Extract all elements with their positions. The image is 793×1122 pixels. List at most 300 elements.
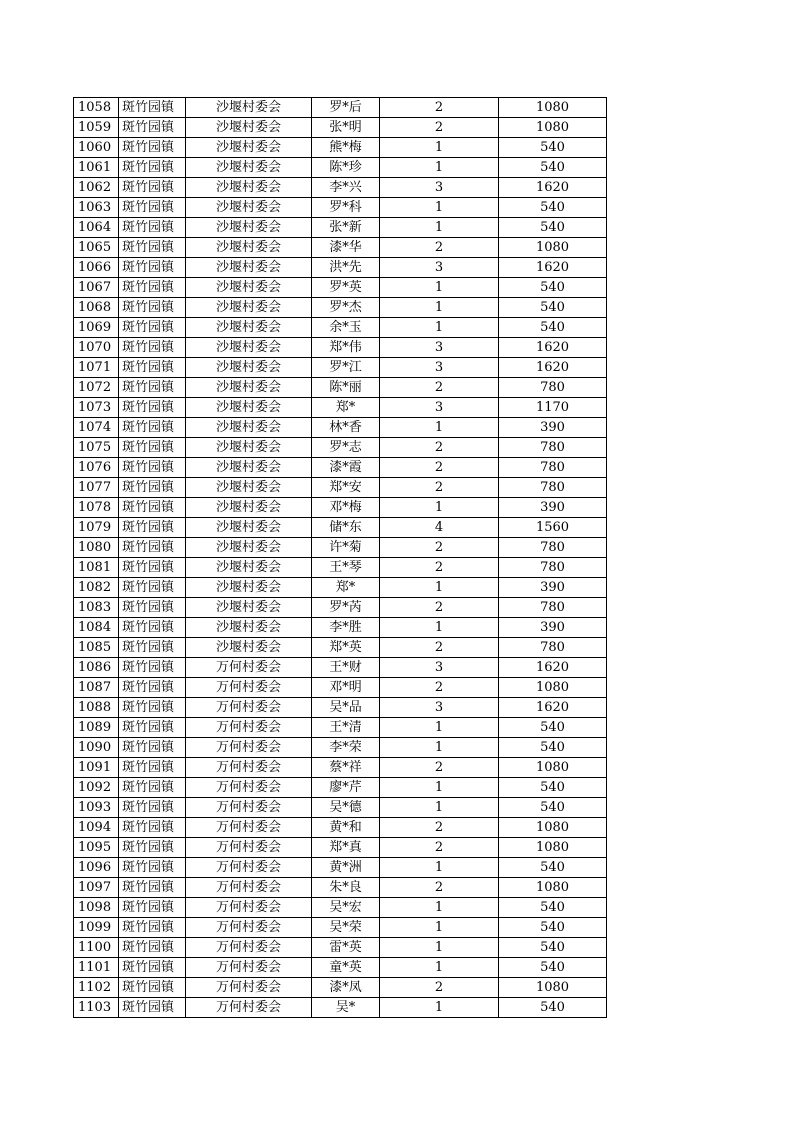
table-row: [74, 518, 607, 538]
amount-cell: 540: [499, 918, 607, 938]
name-cell: 漆*凤: [312, 978, 380, 998]
village-committee-cell: 沙堰村委会: [186, 618, 312, 638]
village-committee-cell: 万何村委会: [186, 978, 312, 998]
name-cell: 邓*梅: [312, 498, 380, 518]
town-cell: 斑竹园镇: [119, 738, 186, 758]
town-cell: 斑竹园镇: [119, 98, 186, 118]
count-cell: 2: [380, 478, 499, 498]
name-cell: 储*东: [312, 518, 380, 538]
village-committee-cell: 沙堰村委会: [186, 218, 312, 238]
town-cell: 斑竹园镇: [119, 818, 186, 838]
table-row: [74, 558, 607, 578]
row-number-cell: 1065: [74, 238, 119, 258]
name-cell: 王*琴: [312, 558, 380, 578]
row-number-cell: 1063: [74, 198, 119, 218]
row-number-cell: 1060: [74, 138, 119, 158]
table-row: [74, 658, 607, 678]
name-cell: 吴*宏: [312, 898, 380, 918]
row-number-cell: 1070: [74, 338, 119, 358]
amount-cell: 540: [499, 738, 607, 758]
amount-cell: 540: [499, 778, 607, 798]
table-row: [74, 358, 607, 378]
row-number-cell: 1103: [74, 998, 119, 1018]
village-committee-cell: 沙堰村委会: [186, 558, 312, 578]
table-row: [74, 138, 607, 158]
town-cell: 斑竹园镇: [119, 698, 186, 718]
town-cell: 斑竹园镇: [119, 458, 186, 478]
amount-cell: 1620: [499, 358, 607, 378]
count-cell: 2: [380, 678, 499, 698]
village-committee-cell: 沙堰村委会: [186, 98, 312, 118]
name-cell: 黄*洲: [312, 858, 380, 878]
count-cell: 2: [380, 238, 499, 258]
name-cell: 吴*荣: [312, 918, 380, 938]
table-body: [74, 98, 607, 1018]
village-committee-cell: 沙堰村委会: [186, 638, 312, 658]
amount-cell: 540: [499, 998, 607, 1018]
row-number-cell: 1069: [74, 318, 119, 338]
table-row: [74, 998, 607, 1018]
village-committee-cell: 沙堰村委会: [186, 278, 312, 298]
table-row: [74, 218, 607, 238]
count-cell: 1: [380, 278, 499, 298]
village-committee-cell: 万何村委会: [186, 778, 312, 798]
name-cell: 郑*安: [312, 478, 380, 498]
amount-cell: 1620: [499, 698, 607, 718]
amount-cell: 1560: [499, 518, 607, 538]
row-number-cell: 1102: [74, 978, 119, 998]
table-row: [74, 778, 607, 798]
table-row: [74, 398, 607, 418]
village-committee-cell: 万何村委会: [186, 938, 312, 958]
count-cell: 3: [380, 658, 499, 678]
count-cell: 2: [380, 978, 499, 998]
town-cell: 斑竹园镇: [119, 278, 186, 298]
row-number-cell: 1089: [74, 718, 119, 738]
row-number-cell: 1100: [74, 938, 119, 958]
town-cell: 斑竹园镇: [119, 498, 186, 518]
name-cell: 罗*志: [312, 438, 380, 458]
amount-cell: 780: [499, 638, 607, 658]
row-number-cell: 1058: [74, 98, 119, 118]
count-cell: 3: [380, 398, 499, 418]
row-number-cell: 1078: [74, 498, 119, 518]
name-cell: 蔡*祥: [312, 758, 380, 778]
table-row: [74, 298, 607, 318]
name-cell: 李*胜: [312, 618, 380, 638]
amount-cell: 540: [499, 898, 607, 918]
village-committee-cell: 万何村委会: [186, 878, 312, 898]
row-number-cell: 1074: [74, 418, 119, 438]
name-cell: 朱*良: [312, 878, 380, 898]
row-number-cell: 1061: [74, 158, 119, 178]
row-number-cell: 1093: [74, 798, 119, 818]
village-committee-cell: 沙堰村委会: [186, 578, 312, 598]
row-number-cell: 1083: [74, 598, 119, 618]
village-committee-cell: 沙堰村委会: [186, 358, 312, 378]
amount-cell: 1620: [499, 658, 607, 678]
count-cell: 2: [380, 638, 499, 658]
town-cell: 斑竹园镇: [119, 998, 186, 1018]
count-cell: 1: [380, 938, 499, 958]
town-cell: 斑竹园镇: [119, 778, 186, 798]
table-row: [74, 838, 607, 858]
table-row: [74, 718, 607, 738]
name-cell: 林*香: [312, 418, 380, 438]
town-cell: 斑竹园镇: [119, 398, 186, 418]
row-number-cell: 1084: [74, 618, 119, 638]
count-cell: 4: [380, 518, 499, 538]
town-cell: 斑竹园镇: [119, 658, 186, 678]
town-cell: 斑竹园镇: [119, 198, 186, 218]
name-cell: 李*荣: [312, 738, 380, 758]
town-cell: 斑竹园镇: [119, 718, 186, 738]
village-committee-cell: 沙堰村委会: [186, 418, 312, 438]
name-cell: 邓*明: [312, 678, 380, 698]
amount-cell: 780: [499, 558, 607, 578]
row-number-cell: 1075: [74, 438, 119, 458]
table-row: [74, 858, 607, 878]
table-row: [74, 498, 607, 518]
row-number-cell: 1082: [74, 578, 119, 598]
amount-cell: 1080: [499, 98, 607, 118]
amount-cell: 540: [499, 298, 607, 318]
row-number-cell: 1071: [74, 358, 119, 378]
count-cell: 3: [380, 338, 499, 358]
name-cell: 李*兴: [312, 178, 380, 198]
town-cell: 斑竹园镇: [119, 378, 186, 398]
name-cell: 张*新: [312, 218, 380, 238]
village-committee-cell: 沙堰村委会: [186, 258, 312, 278]
name-cell: 罗*科: [312, 198, 380, 218]
count-cell: 1: [380, 918, 499, 938]
village-committee-cell: 万何村委会: [186, 918, 312, 938]
town-cell: 斑竹园镇: [119, 218, 186, 238]
count-cell: 1: [380, 898, 499, 918]
village-committee-cell: 沙堰村委会: [186, 598, 312, 618]
count-cell: 1: [380, 298, 499, 318]
row-number-cell: 1099: [74, 918, 119, 938]
amount-cell: 1080: [499, 758, 607, 778]
town-cell: 斑竹园镇: [119, 178, 186, 198]
count-cell: 1: [380, 738, 499, 758]
town-cell: 斑竹园镇: [119, 978, 186, 998]
amount-cell: 780: [499, 458, 607, 478]
village-committee-cell: 沙堰村委会: [186, 378, 312, 398]
name-cell: 罗*后: [312, 98, 380, 118]
row-number-cell: 1077: [74, 478, 119, 498]
table-row: [74, 978, 607, 998]
count-cell: 2: [380, 878, 499, 898]
amount-cell: 390: [499, 578, 607, 598]
row-number-cell: 1076: [74, 458, 119, 478]
name-cell: 郑*真: [312, 838, 380, 858]
row-number-cell: 1095: [74, 838, 119, 858]
table-row: [74, 178, 607, 198]
village-committee-cell: 沙堰村委会: [186, 158, 312, 178]
table-row: [74, 818, 607, 838]
name-cell: 吴*德: [312, 798, 380, 818]
row-number-cell: 1088: [74, 698, 119, 718]
village-committee-cell: 万何村委会: [186, 838, 312, 858]
amount-cell: 540: [499, 318, 607, 338]
count-cell: 2: [380, 118, 499, 138]
amount-cell: 1080: [499, 678, 607, 698]
name-cell: 熊*梅: [312, 138, 380, 158]
name-cell: 张*明: [312, 118, 380, 138]
row-number-cell: 1068: [74, 298, 119, 318]
table-row: [74, 738, 607, 758]
row-number-cell: 1067: [74, 278, 119, 298]
row-number-cell: 1090: [74, 738, 119, 758]
name-cell: 郑*伟: [312, 338, 380, 358]
count-cell: 1: [380, 498, 499, 518]
amount-cell: 390: [499, 618, 607, 638]
count-cell: 2: [380, 598, 499, 618]
name-cell: 童*英: [312, 958, 380, 978]
count-cell: 2: [380, 378, 499, 398]
amount-cell: 780: [499, 438, 607, 458]
count-cell: 1: [380, 858, 499, 878]
count-cell: 1: [380, 578, 499, 598]
village-committee-cell: 万何村委会: [186, 698, 312, 718]
table-row: [74, 938, 607, 958]
table-row: [74, 438, 607, 458]
amount-cell: 540: [499, 158, 607, 178]
town-cell: 斑竹园镇: [119, 558, 186, 578]
name-cell: 罗*杰: [312, 298, 380, 318]
row-number-cell: 1096: [74, 858, 119, 878]
count-cell: 1: [380, 998, 499, 1018]
town-cell: 斑竹园镇: [119, 338, 186, 358]
count-cell: 1: [380, 958, 499, 978]
count-cell: 3: [380, 358, 499, 378]
table-row: [74, 698, 607, 718]
village-committee-cell: 沙堰村委会: [186, 238, 312, 258]
village-committee-cell: 万何村委会: [186, 898, 312, 918]
town-cell: 斑竹园镇: [119, 158, 186, 178]
amount-cell: 540: [499, 938, 607, 958]
amount-cell: 780: [499, 378, 607, 398]
row-number-cell: 1081: [74, 558, 119, 578]
town-cell: 斑竹园镇: [119, 298, 186, 318]
town-cell: 斑竹园镇: [119, 578, 186, 598]
count-cell: 3: [380, 698, 499, 718]
village-committee-cell: 万何村委会: [186, 658, 312, 678]
amount-cell: 780: [499, 598, 607, 618]
village-committee-cell: 沙堰村委会: [186, 178, 312, 198]
town-cell: 斑竹园镇: [119, 118, 186, 138]
row-number-cell: 1085: [74, 638, 119, 658]
village-committee-cell: 万何村委会: [186, 818, 312, 838]
table-row: [74, 458, 607, 478]
table-row: [74, 798, 607, 818]
table-row: [74, 578, 607, 598]
count-cell: 1: [380, 138, 499, 158]
name-cell: 吴*: [312, 998, 380, 1018]
table-row: [74, 918, 607, 938]
table-row: [74, 198, 607, 218]
village-committee-cell: 万何村委会: [186, 998, 312, 1018]
village-committee-cell: 沙堰村委会: [186, 118, 312, 138]
table-row: [74, 238, 607, 258]
row-number-cell: 1098: [74, 898, 119, 918]
table-row: [74, 758, 607, 778]
town-cell: 斑竹园镇: [119, 418, 186, 438]
count-cell: 1: [380, 158, 499, 178]
village-committee-cell: 沙堰村委会: [186, 458, 312, 478]
row-number-cell: 1072: [74, 378, 119, 398]
village-committee-cell: 万何村委会: [186, 758, 312, 778]
count-cell: 2: [380, 458, 499, 478]
row-number-cell: 1066: [74, 258, 119, 278]
table-row: [74, 958, 607, 978]
amount-cell: 390: [499, 498, 607, 518]
village-committee-cell: 万何村委会: [186, 738, 312, 758]
count-cell: 1: [380, 798, 499, 818]
amount-cell: 540: [499, 198, 607, 218]
town-cell: 斑竹园镇: [119, 758, 186, 778]
town-cell: 斑竹园镇: [119, 638, 186, 658]
village-committee-cell: 沙堰村委会: [186, 478, 312, 498]
amount-cell: 1620: [499, 258, 607, 278]
town-cell: 斑竹园镇: [119, 918, 186, 938]
table-row: [74, 638, 607, 658]
name-cell: 王*财: [312, 658, 380, 678]
amount-cell: 540: [499, 138, 607, 158]
amount-cell: 1080: [499, 238, 607, 258]
count-cell: 1: [380, 198, 499, 218]
name-cell: 雷*英: [312, 938, 380, 958]
town-cell: 斑竹园镇: [119, 618, 186, 638]
amount-cell: 540: [499, 798, 607, 818]
row-number-cell: 1091: [74, 758, 119, 778]
row-number-cell: 1101: [74, 958, 119, 978]
town-cell: 斑竹园镇: [119, 318, 186, 338]
table-row: [74, 418, 607, 438]
village-committee-cell: 万何村委会: [186, 958, 312, 978]
amount-cell: 540: [499, 718, 607, 738]
table-row: [74, 118, 607, 138]
table-row: [74, 678, 607, 698]
count-cell: 2: [380, 838, 499, 858]
count-cell: 2: [380, 538, 499, 558]
count-cell: 2: [380, 818, 499, 838]
town-cell: 斑竹园镇: [119, 598, 186, 618]
name-cell: 许*菊: [312, 538, 380, 558]
village-committee-cell: 沙堰村委会: [186, 138, 312, 158]
town-cell: 斑竹园镇: [119, 138, 186, 158]
count-cell: 2: [380, 758, 499, 778]
name-cell: 罗*英: [312, 278, 380, 298]
row-number-cell: 1062: [74, 178, 119, 198]
table-row: [74, 898, 607, 918]
town-cell: 斑竹园镇: [119, 858, 186, 878]
table-row: [74, 538, 607, 558]
village-committee-cell: 万何村委会: [186, 798, 312, 818]
table-row: [74, 98, 607, 118]
count-cell: 2: [380, 98, 499, 118]
table-row: [74, 258, 607, 278]
town-cell: 斑竹园镇: [119, 958, 186, 978]
amount-cell: 540: [499, 858, 607, 878]
village-committee-cell: 万何村委会: [186, 718, 312, 738]
row-number-cell: 1097: [74, 878, 119, 898]
town-cell: 斑竹园镇: [119, 258, 186, 278]
name-cell: 罗*芮: [312, 598, 380, 618]
town-cell: 斑竹园镇: [119, 898, 186, 918]
amount-cell: 1080: [499, 878, 607, 898]
amount-cell: 780: [499, 478, 607, 498]
village-committee-cell: 沙堰村委会: [186, 198, 312, 218]
town-cell: 斑竹园镇: [119, 878, 186, 898]
amount-cell: 780: [499, 538, 607, 558]
table-row: [74, 378, 607, 398]
town-cell: 斑竹园镇: [119, 438, 186, 458]
name-cell: 洪*先: [312, 258, 380, 278]
row-number-cell: 1094: [74, 818, 119, 838]
table-row: [74, 318, 607, 338]
table-row: [74, 278, 607, 298]
town-cell: 斑竹园镇: [119, 538, 186, 558]
row-number-cell: 1079: [74, 518, 119, 538]
count-cell: 2: [380, 438, 499, 458]
town-cell: 斑竹园镇: [119, 358, 186, 378]
name-cell: 郑*: [312, 398, 380, 418]
amount-cell: 1170: [499, 398, 607, 418]
name-cell: 余*玉: [312, 318, 380, 338]
table-row: [74, 618, 607, 638]
village-committee-cell: 沙堰村委会: [186, 298, 312, 318]
town-cell: 斑竹园镇: [119, 238, 186, 258]
name-cell: 漆*霞: [312, 458, 380, 478]
name-cell: 罗*江: [312, 358, 380, 378]
count-cell: 3: [380, 258, 499, 278]
village-committee-cell: 沙堰村委会: [186, 318, 312, 338]
amount-cell: 1080: [499, 118, 607, 138]
village-committee-cell: 万何村委会: [186, 678, 312, 698]
name-cell: 郑*: [312, 578, 380, 598]
town-cell: 斑竹园镇: [119, 838, 186, 858]
name-cell: 郑*英: [312, 638, 380, 658]
amount-cell: 1080: [499, 838, 607, 858]
row-number-cell: 1059: [74, 118, 119, 138]
count-cell: 3: [380, 178, 499, 198]
count-cell: 1: [380, 718, 499, 738]
name-cell: 漆*华: [312, 238, 380, 258]
village-committee-cell: 沙堰村委会: [186, 518, 312, 538]
town-cell: 斑竹园镇: [119, 478, 186, 498]
count-cell: 1: [380, 418, 499, 438]
count-cell: 1: [380, 318, 499, 338]
village-committee-cell: 沙堰村委会: [186, 398, 312, 418]
table-row: [74, 158, 607, 178]
amount-cell: 1620: [499, 178, 607, 198]
count-cell: 1: [380, 218, 499, 238]
table-row: [74, 598, 607, 618]
village-committee-cell: 万何村委会: [186, 858, 312, 878]
count-cell: 1: [380, 618, 499, 638]
name-cell: 陈*珍: [312, 158, 380, 178]
amount-cell: 540: [499, 278, 607, 298]
name-cell: 廖*芹: [312, 778, 380, 798]
name-cell: 吴*品: [312, 698, 380, 718]
table-row: [74, 338, 607, 358]
amount-cell: 540: [499, 218, 607, 238]
row-number-cell: 1080: [74, 538, 119, 558]
amount-cell: 1080: [499, 818, 607, 838]
amount-cell: 540: [499, 958, 607, 978]
